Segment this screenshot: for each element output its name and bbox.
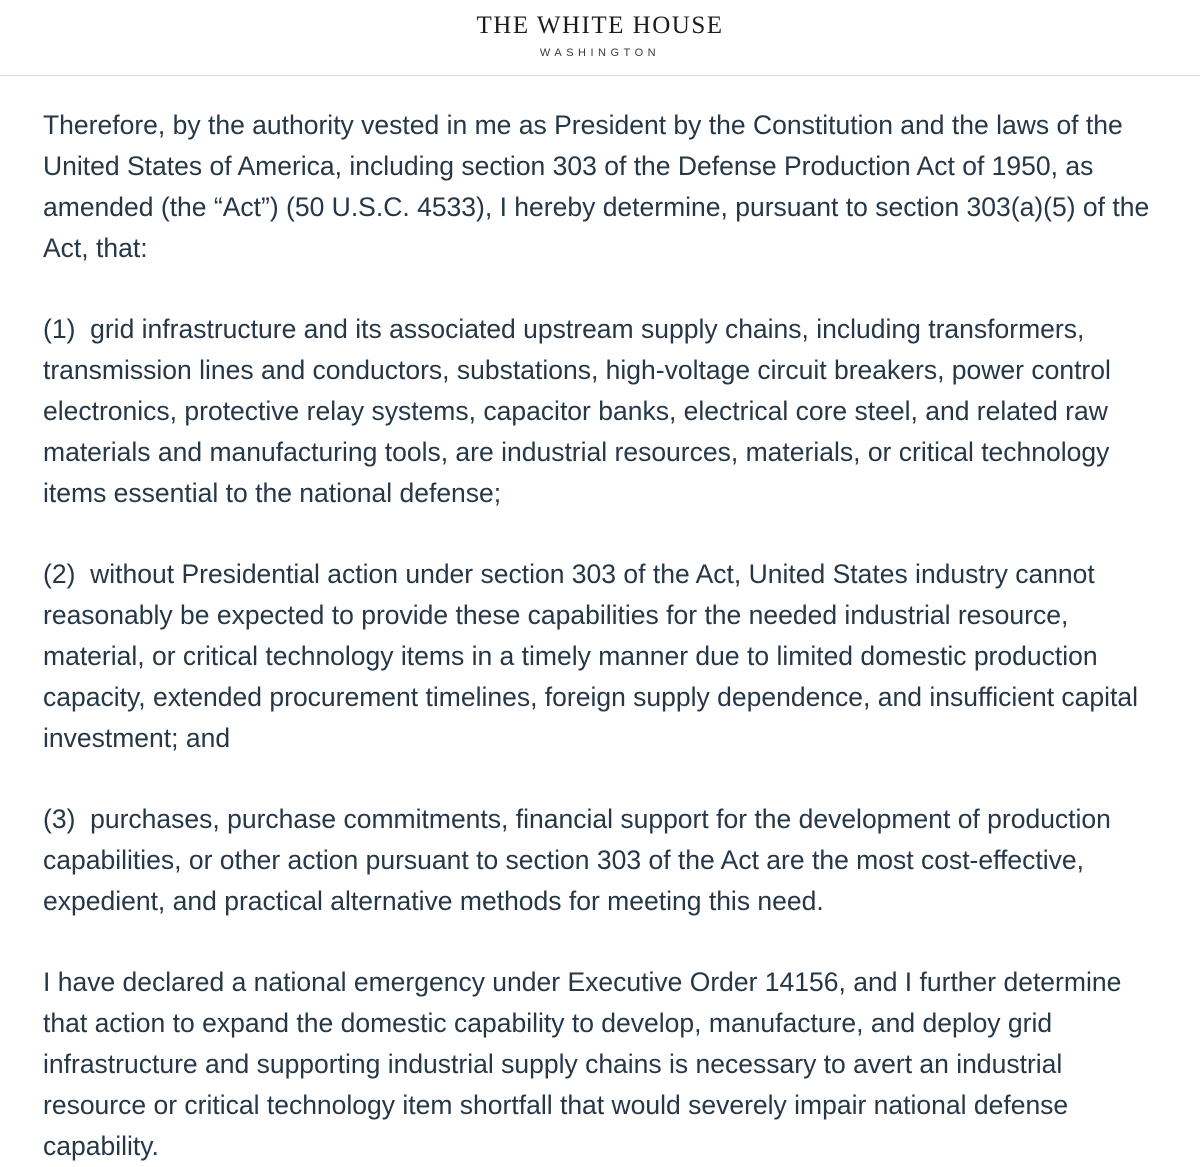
white-house-wordmark[interactable] — [477, 12, 724, 59]
site-header — [0, 0, 1200, 76]
document-body — [0, 76, 1200, 1167]
paragraph-determination-3: (3) purchases, purchase commitments, financial support for the development of production capabilities, or other action pursuant to section 303 of the Act are the most cost-effective, expedient, and practical alternative methods for meeting this need. — [43, 803, 1119, 916]
paragraph-determination-2: (2) without Presidential action under section 303 of the Act, United States industry cannot reasonably be expected to provide these capabilities for the needed industrial resource, material, or critical technology items in a timely manner due to limited domestic production capacity, extended procurement timelines, foreign supply dependence, and insufficient capital investment; and — [43, 558, 1146, 753]
paragraph-authority-intro: Therefore, by the authority vested in me as President by the Constitution and the laws of the United States of America, including section 303 of the Defense Production Act of 1950, as amended (the “Act”) (50 U.S.C. 4533), I hereby determine, pursuant to section 303(a)(5) of the Act, that: — [43, 109, 1156, 263]
paragraph-determination-1: (1) grid infrastructure and its associated upstream supply chains, including transformers, transmission lines and conductors, substations, high-voltage circuit breakers, power control electronics, protective relay systems, capacitor banks, electrical core steel, and related raw materials and manufacturing tools, are industrial resources, materials, or critical technology items essential to the national defense; — [43, 313, 1119, 508]
site-subtitle: WASHINGTON — [539, 46, 661, 59]
site-title: THE WHITE HOUSE — [476, 12, 724, 39]
paragraph-national-emergency: I have declared a national emergency under Executive Order 14156, and I further determine that action to expand the domestic capability to develop, manufacture, and deploy grid infrastructure and supporting industrial supply chains is necessary to avert an industrial resource or critical technology item shortfall that would severely impair national defense capability. — [43, 966, 1129, 1161]
